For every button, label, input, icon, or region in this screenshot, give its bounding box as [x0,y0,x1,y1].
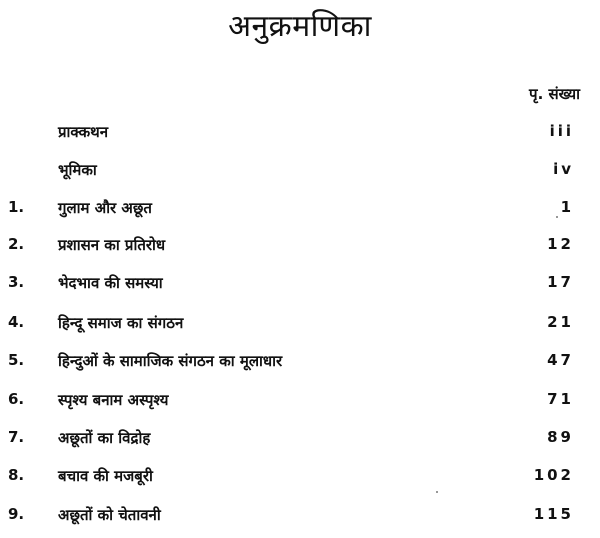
entry-title: बचाव की मजबूरी [58,467,153,485]
toc-entry [0,466,600,490]
entry-title: प्राक्कथन [58,123,109,141]
entry-page: 89 [547,428,574,446]
entry-page: 1 [560,198,574,216]
toc-entry [0,505,600,529]
entry-number: 8. [8,466,25,484]
entry-page: iv [553,160,574,178]
entry-page: 115 [533,505,574,523]
entry-number: 7. [8,428,25,446]
toc-entry [0,428,600,452]
entry-title: भेदभाव की समस्या [58,274,163,292]
page-number-column-header: पृ. संख्या [529,85,580,103]
toc-entry [0,122,600,146]
entry-title: हिन्दुओं के सामाजिक संगठन का मूलाधार [58,352,283,370]
entry-title: गुलाम और अछूत [58,199,152,217]
entry-page: 71 [547,390,574,408]
page-title: अनुक्रमणिका [228,9,372,44]
entry-number: 1. [8,198,25,216]
entry-number: 4. [8,313,25,331]
entry-number: 3. [8,273,25,291]
toc-entry [0,160,600,184]
entry-title: स्पृश्य बनाम अस्पृश्य [58,391,169,409]
toc-entry [0,235,600,259]
scan-speck [556,216,558,218]
entry-title: अछूतों का विद्रोह [58,429,151,447]
entry-page: 47 [547,351,574,369]
toc-entry [0,273,600,297]
entry-number: 2. [8,235,25,253]
entry-page: 102 [533,466,574,484]
entry-page: 12 [547,235,574,253]
entry-number: 9. [8,505,25,523]
entry-title: अछूतों को चेतावनी [58,506,161,524]
toc-entry [0,390,600,414]
entry-number: 6. [8,390,25,408]
entry-title: प्रशासन का प्रतिरोध [58,236,166,254]
entry-title: भूमिका [58,161,97,179]
entry-number: 5. [8,351,25,369]
entry-page: 21 [547,313,574,331]
entry-page: 17 [547,273,574,291]
scan-speck [436,491,438,493]
entry-page: iii [549,122,574,140]
entry-title: हिन्दू समाज का संगठन [58,314,184,332]
toc-entry [0,313,600,337]
toc-entry [0,198,600,222]
toc-entry [0,351,600,375]
